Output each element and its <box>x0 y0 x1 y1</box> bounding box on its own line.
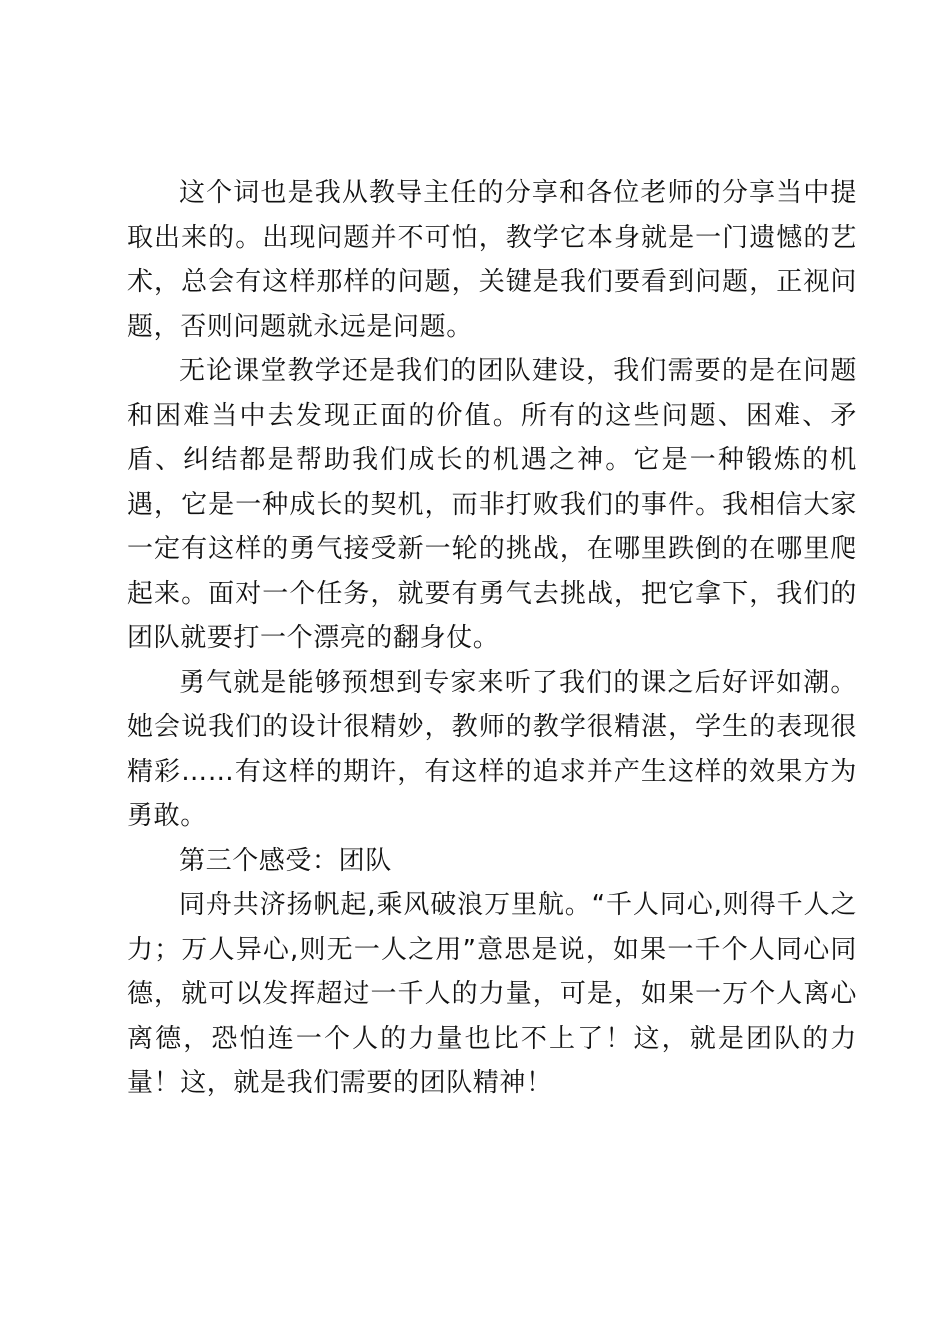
paragraph-courage: 勇气就是能够预想到专家来听了我们的课之后好评如潮。她会说我们的设计很精妙，教师的教学很精湛，学生的表现很精彩……有这样的期许，有这样的追求并产生这样的效果方为勇敢。 <box>127 667 857 831</box>
paragraph-team-building: 无论课堂教学还是我们的团队建设，我们需要的是在问题和困难当中去发现正面的价值。所有的这些问题、困难、矛盾、纠结都是帮助我们成长的机遇之神。它是一种锻炼的机遇，它是一种成长的契机，而非打败我们的事件。我相信大家一定有这样的勇气接受新一轮的挑战，在哪里跌倒的在哪里爬起来。面对一个任务，就要有勇气去挑战，把它拿下，我们的团队就要打一个漂亮的翻身仗。 <box>127 356 857 653</box>
paragraph-problem-awareness: 这个词也是我从教导主任的分享和各位老师的分享当中提取出来的。出现问题并不可怕，教学它本身就是一门遗憾的艺术，总会有这样那样的问题，关键是我们要看到问题，正视问题，否则问题就永远是问题。 <box>127 178 857 342</box>
paragraph-team-spirit: 同舟共济扬帆起,乘风破浪万里航。“千人同心,则得千人之力；万人异心,则无一人之用”意思是说，如果一千个人同心同德，就可以发挥超过一千人的力量，可是，如果一万个人离心离德，恐怕连一个人的力量也比不上了！这，就是团队的力量！这，就是我们需要的团队精神！ <box>127 890 857 1098</box>
section-heading-third-feeling: 第三个感受：团队 <box>179 845 392 876</box>
document-body <box>127 171 857 1106</box>
